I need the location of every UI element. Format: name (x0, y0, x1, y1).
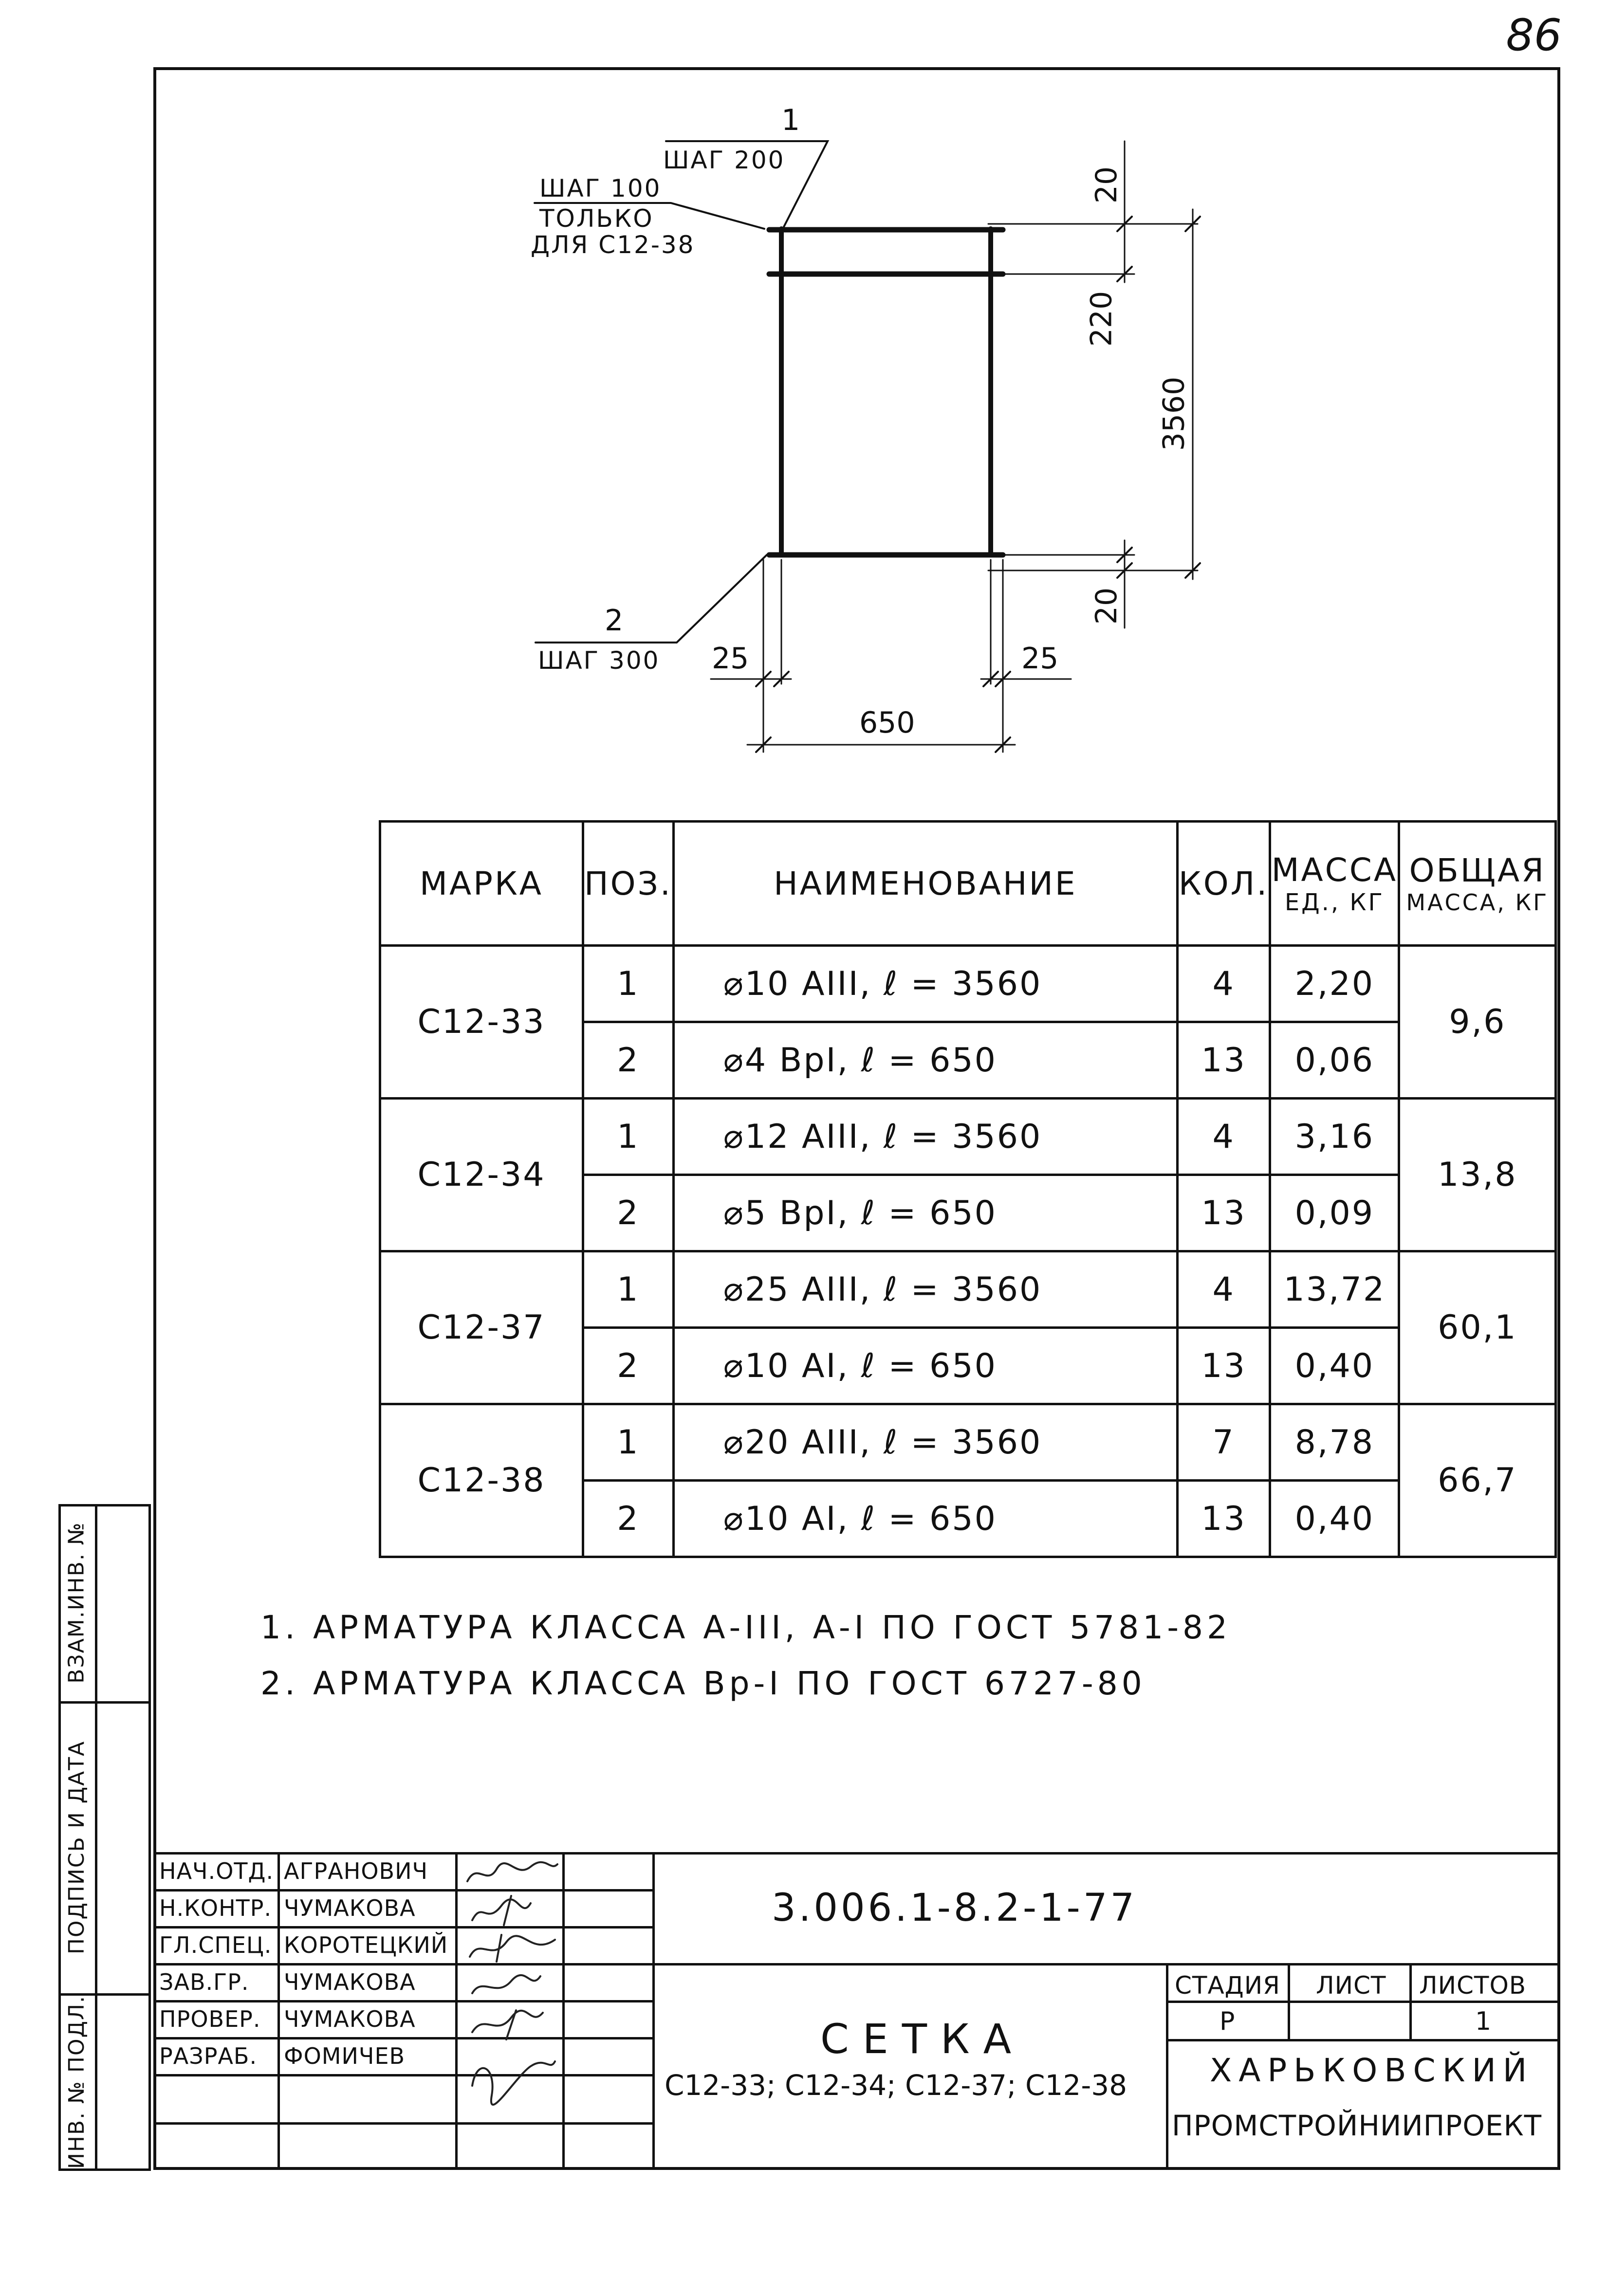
sheets-label: ЛИСТОВ (1419, 1971, 1527, 2000)
pos-cell: 1 (583, 1099, 674, 1175)
signature (470, 1935, 555, 1962)
organization-line2: ПРОМСТРОЙНИИПРОЕКТ (1172, 2109, 1542, 2142)
note-1: 1. АРМАТУРА КЛАССА А-III, А-I ПО ГОСТ 5781-82 (260, 1609, 1232, 1646)
mass-cell: 0,40 (1270, 1481, 1399, 1557)
staff-role: Н.КОНТР. (159, 1895, 272, 1921)
name-cell: ⌀10 АI, ℓ = 650 (673, 1328, 1177, 1404)
pos-cell: 2 (583, 1328, 674, 1404)
stage-label: СТАДИЯ (1175, 1971, 1280, 2000)
total-mass-cell: 66,7 (1399, 1404, 1556, 1557)
table-header-row (380, 822, 1556, 946)
dim-650: 650 (859, 706, 915, 740)
pos2-number: 2 (605, 604, 624, 638)
staff-name: ЧУМАКОВА (284, 1895, 416, 1921)
staff-name: КОРОТЕЦКИЙ (284, 1932, 448, 1958)
name-cell: ⌀4 ВрI, ℓ = 650 (673, 1022, 1177, 1099)
side-cell-sign-date (58, 1701, 97, 1993)
pos2-step-label: ШАГ 300 (538, 646, 660, 675)
side-cell-inv-vzam (58, 1504, 97, 1701)
sheet-label: ЛИСТ (1316, 1971, 1386, 2000)
inv-vzam-label: ВЗАМ.ИНВ. № (64, 1522, 89, 1684)
dim-220: 220 (1084, 291, 1119, 347)
mass-cell: 3,16 (1270, 1099, 1399, 1175)
header-qty: КОЛ. (1177, 822, 1270, 946)
staff-role: ГЛ.СПЕЦ. (159, 1932, 272, 1958)
mass-cell: 13,72 (1270, 1251, 1399, 1328)
qty-cell: 13 (1177, 1328, 1270, 1404)
staff-role: НАЧ.ОТД. (159, 1858, 274, 1884)
name-cell: ⌀12 АIII, ℓ = 3560 (673, 1099, 1177, 1175)
title-block (153, 1852, 1560, 2170)
total-mass-cell: 60,1 (1399, 1251, 1556, 1404)
qty-cell: 13 (1177, 1481, 1270, 1557)
dim-right-25: 25 (1021, 642, 1059, 676)
total-mass-cell: 9,6 (1399, 946, 1556, 1099)
mass-cell: 0,09 (1270, 1175, 1399, 1251)
header-total-mass: ОБЩАЯ МАССА, КГ (1399, 822, 1556, 946)
mass-cell: 0,40 (1270, 1328, 1399, 1404)
dim-left-25: 25 (712, 642, 749, 676)
signature (472, 1975, 540, 1993)
name-cell: ⌀25 АIII, ℓ = 3560 (673, 1251, 1177, 1328)
pos-cell: 2 (583, 1022, 674, 1099)
signature (467, 1862, 557, 1881)
inv-podl-label: ИНВ. № ПОДЛ. (64, 1995, 90, 2169)
name-cell: ⌀10 АIII, ℓ = 3560 (673, 946, 1177, 1022)
pos-cell: 2 (583, 1481, 674, 1557)
mass-cell: 2,20 (1270, 946, 1399, 1022)
signature (472, 2010, 543, 2039)
page-number: 86 (1506, 10, 1562, 61)
qty-cell: 7 (1177, 1404, 1270, 1481)
organization-line1: ХАРЬКОВСКИЙ (1210, 2052, 1534, 2089)
header-pos: ПОЗ. (583, 822, 674, 946)
stage-value: Р (1220, 2007, 1236, 2036)
staff-role: ЗАВ.ГР. (159, 1969, 249, 1995)
staff-name: ЧУМАКОВА (284, 2006, 416, 2032)
header-mark: МАРКА (380, 822, 583, 946)
dim-3560: 3560 (1157, 376, 1191, 451)
side-cell-inv-podl (58, 1993, 97, 2171)
name-cell: ⌀10 АI, ℓ = 650 (673, 1481, 1177, 1557)
mark-cell: С12-38 (380, 1404, 583, 1557)
header-mass-unit: МАССА ЕД., КГ (1270, 822, 1399, 946)
table-row (380, 1099, 1556, 1175)
pos-cell: 1 (583, 1251, 674, 1328)
staff-role: ПРОВЕР. (159, 2006, 261, 2032)
pos1-alt-step-label: ШАГ 100 (539, 174, 662, 202)
header-name: НАИМЕНОВАНИЕ (673, 822, 1177, 946)
mark-cell: С12-33 (380, 946, 583, 1099)
sheets-value: 1 (1475, 2007, 1492, 2036)
signatures (458, 1852, 562, 2115)
staff-role: РАЗРАБ. (159, 2043, 258, 2069)
document-title: СЕТКА (820, 2015, 1025, 2063)
pos-cell: 2 (583, 1175, 674, 1251)
note-2: 2. АРМАТУРА КЛАССА Вр-I ПО ГОСТ 6727-80 (260, 1665, 1146, 1702)
signature (472, 2061, 555, 2105)
mass-cell: 8,78 (1270, 1404, 1399, 1481)
pos1-number: 1 (781, 103, 800, 137)
leader-pos2 (536, 555, 767, 643)
specification-table (379, 820, 1557, 1558)
mass-cell: 0,06 (1270, 1022, 1399, 1099)
mark-cell: С12-34 (380, 1099, 583, 1251)
table-row (380, 1404, 1556, 1481)
table-row (380, 1251, 1556, 1328)
staff-name: ЧУМАКОВА (284, 1969, 416, 1995)
document-subtitle: С12-33; С12-34; С12-37; С12-38 (665, 2069, 1127, 2102)
pos-cell: 1 (583, 946, 674, 1022)
dim-bottom-20: 20 (1090, 587, 1124, 625)
qty-cell: 4 (1177, 1099, 1270, 1175)
sign-date-label: ПОДПИСЬ И ДАТА (64, 1740, 89, 1954)
staff-name: ФОМИЧЕВ (284, 2043, 406, 2069)
document-code: 3.006.1-8.2-1-77 (772, 1886, 1138, 1930)
pos1-alt-note-line2: ДЛЯ С12-38 (531, 231, 695, 259)
pos1-step-label: ШАГ 200 (663, 146, 785, 174)
dim-top-20: 20 (1090, 166, 1124, 204)
staff-name: АГРАНОВИЧ (284, 1858, 428, 1884)
qty-cell: 13 (1177, 1022, 1270, 1099)
signature (472, 1896, 531, 1925)
qty-cell: 13 (1177, 1175, 1270, 1251)
table-row (380, 946, 1556, 1022)
mark-cell: С12-37 (380, 1251, 583, 1404)
qty-cell: 4 (1177, 1251, 1270, 1328)
qty-cell: 4 (1177, 946, 1270, 1022)
name-cell: ⌀5 ВрI, ℓ = 650 (673, 1175, 1177, 1251)
name-cell: ⌀20 АIII, ℓ = 3560 (673, 1404, 1177, 1481)
pos1-alt-note-line1: ТОЛЬКО (539, 204, 654, 233)
pos-cell: 1 (583, 1404, 674, 1481)
mesh-drawing (0, 0, 1608, 779)
total-mass-cell: 13,8 (1399, 1099, 1556, 1251)
